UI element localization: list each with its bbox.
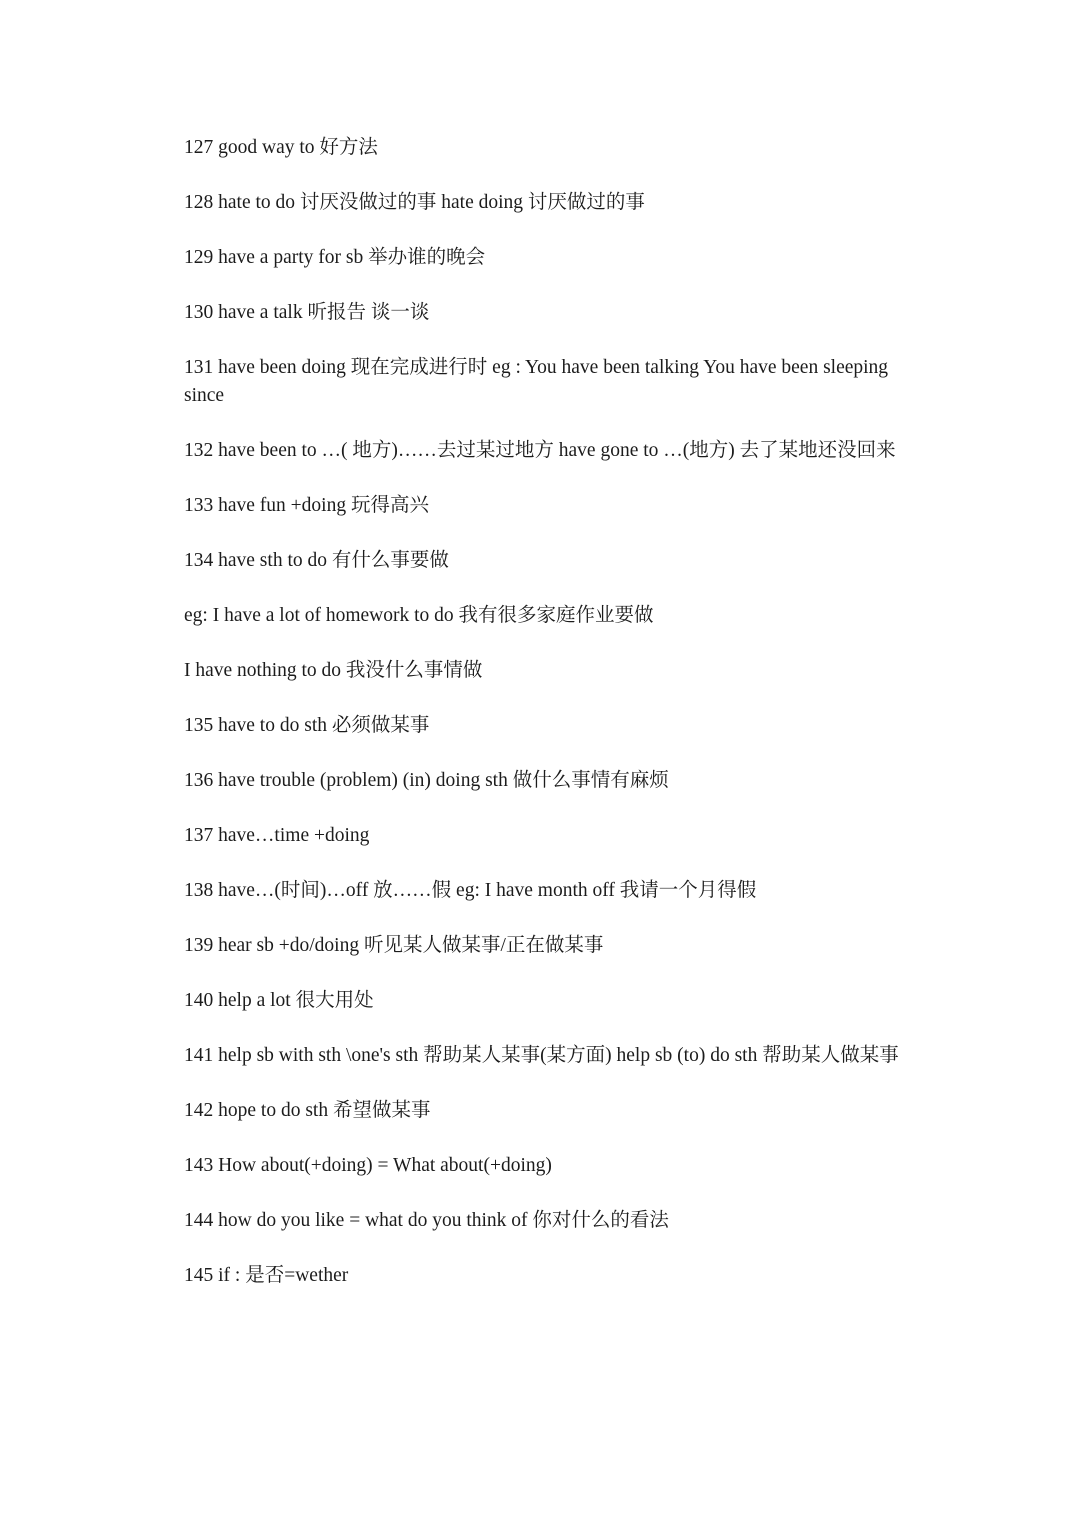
- phrase-entry-136: 136 have trouble (problem) (in) doing sth 做什么事情有麻烦: [184, 770, 669, 791]
- phrase-entry-135: 135 have to do sth 必须做某事: [184, 715, 430, 736]
- phrase-entry-128: 128 hate to do 讨厌没做过的事 hate doing 讨厌做过的事: [184, 192, 645, 213]
- phrase-entry-129: 129 have a party for sb 举办谁的晚会: [184, 247, 486, 268]
- phrase-entry-140: 140 help a lot 很大用处: [184, 990, 374, 1011]
- phrase-entry-131: 131 have been doing 现在完成进行时 eg : You have been talking You have been sleeping since: [184, 357, 889, 406]
- phrase-entry-143: 143 How about(+doing) = What about(+doing): [184, 1155, 552, 1176]
- phrase-list: [184, 134, 924, 1317]
- example-sentence: I have nothing to do 我没什么事情做: [184, 660, 483, 681]
- phrase-entry-144: 144 how do you like = what do you think of 你对什么的看法: [184, 1210, 669, 1231]
- phrase-entry-132: 132 have been to …( 地方)……去过某过地方 have gone to …(地方) 去了某地还没回来: [184, 440, 896, 461]
- phrase-entry-141: 141 help sb with sth \one's sth 帮助某人某事(某方面) help sb (to) do sth 帮助某人做某事: [184, 1045, 899, 1066]
- phrase-entry-145: 145 if : 是否=wether: [184, 1265, 349, 1286]
- phrase-entry-133: 133 have fun +doing 玩得高兴: [184, 495, 429, 516]
- phrase-entry-127: 127 good way to 好方法: [184, 137, 378, 158]
- phrase-entry-142: 142 hope to do sth 希望做某事: [184, 1100, 431, 1121]
- phrase-entry-139: 139 hear sb +do/doing 听见某人做某事/正在做某事: [184, 935, 604, 956]
- example-sentence: eg: I have a lot of homework to do 我有很多家庭作业要做: [184, 605, 654, 626]
- phrase-entry-138: 138 have…(时间)…off 放……假 eg: I have month off 我请一个月得假: [184, 880, 757, 901]
- phrase-entry-130: 130 have a talk 听报告 谈一谈: [184, 302, 430, 323]
- phrase-entry-134: 134 have sth to do 有什么事要做: [184, 550, 449, 571]
- phrase-entry-137: 137 have…time +doing: [184, 825, 370, 846]
